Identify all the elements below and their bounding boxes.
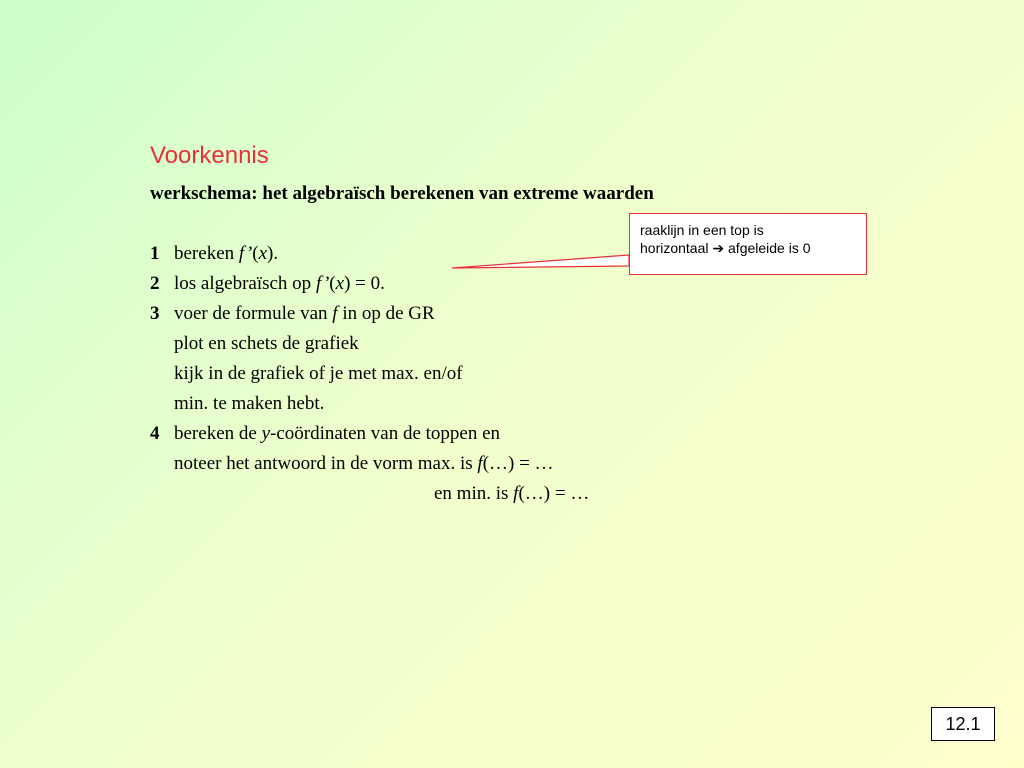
callout-text-line-2: [640, 239, 856, 257]
math-symbol: f’: [315, 273, 330, 294]
step-number: 1: [150, 243, 160, 264]
right-arrow-icon: ➔: [712, 240, 725, 256]
slide-title: Voorkennis: [150, 142, 269, 169]
math-symbol: y: [261, 423, 270, 444]
step-text: los algebraïsch op: [174, 273, 316, 294]
math-symbol: x: [335, 273, 345, 294]
page-number: 12.1: [931, 707, 995, 741]
callout-text: horizontaal: [640, 240, 713, 256]
math-symbol: f’: [238, 243, 253, 264]
step-number: 2: [150, 273, 160, 294]
step-text: (: [252, 243, 259, 264]
step-text: (: [329, 273, 336, 294]
math-symbol: f: [477, 453, 483, 474]
step-text: noteer het antwoord in de vorm max. is: [174, 453, 478, 474]
step-text: kijk in de grafiek of je met max. en/of: [174, 363, 463, 384]
callout-text: afgeleide is 0: [724, 240, 811, 256]
step-text: ) = 0.: [344, 273, 385, 294]
step-text: voer de formule van: [174, 303, 333, 324]
step-text: min. te maken hebt.: [174, 393, 325, 414]
math-symbol: f: [513, 483, 519, 504]
step-text: in op de GR: [337, 303, 435, 324]
step-text: -coördinaten van de toppen en: [270, 423, 501, 444]
callout-box: [629, 213, 867, 275]
callout-text: raaklijn in een top is: [640, 222, 764, 238]
step-number: 3: [150, 303, 160, 324]
step-text: (…) = …: [482, 453, 554, 474]
step-text: bereken: [174, 243, 239, 264]
slide-subtitle: werkschema: het algebraïsch berekenen van extreme waarden: [150, 183, 654, 204]
step-text: ).: [267, 243, 279, 264]
math-symbol: x: [258, 243, 268, 264]
math-symbol: f: [332, 303, 338, 324]
step-text: en min. is: [434, 483, 514, 504]
step-text: (…) = …: [518, 483, 590, 504]
step-text: plot en schets de grafiek: [174, 333, 359, 354]
step-text: bereken de: [174, 423, 262, 444]
step-number: 4: [150, 423, 160, 444]
